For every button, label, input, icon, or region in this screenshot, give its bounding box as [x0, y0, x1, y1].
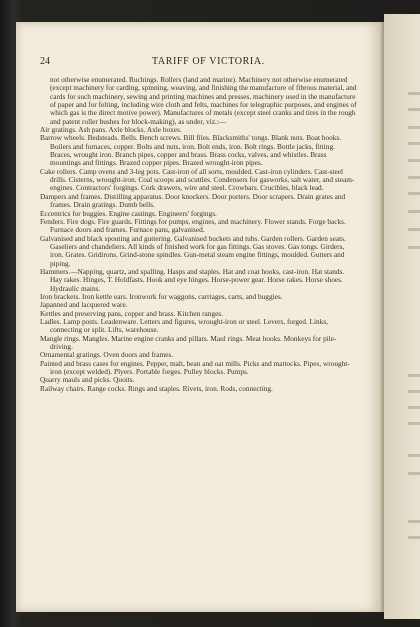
running-header: [16, 56, 380, 70]
book-page: [16, 22, 380, 612]
facing-page-edge: [384, 14, 420, 619]
tariff-entry: Galvanised and black spouting and guttering. Galvanised buckets and tubs. Garden rollers. Garden seats. Gaseliers and chandeliers. All kinds of finished work for gas fittings. Gas stoves. Gas tongs. Girders, iron. Grates. Gridirons. Grind-stone spindles. Gun-metal steam engine fittings, moulded. Gutters and piping.: [40, 233, 346, 268]
tariff-entry: Ladles. Lamp posts. Leadenware. Letters and figures, wrought-iron or steel. Levers, forged. Links, connecting or split. Lifts, warehouse.: [40, 316, 329, 335]
tariff-entry: Cake rollers. Camp ovens and 3-leg pots. Cast-iron of all sorts, moulded. Cast-iron cylinders. Cast-steel drills. Cisterns, wrought-iron. Coal scoops and scuttles. Condensers for gasworks, salt water, and steam-engines. Contractors' forgings. Cork drawers, wire and steel. Crowbars. Crucibles, black lead.: [40, 166, 355, 193]
tariff-entry: Mangle rings. Mangles. Marine engine cranks and pillars. Maul rings. Meat hooks. Monkeys for pile-driving.: [40, 333, 337, 351]
tariff-entry: Kettles and preserving pans, copper and brass. Kitchen ranges.: [40, 308, 223, 318]
tariff-entry: Hammers.—Napping, quartz, and spalling. Hasps and staples. Hat and coat hooks, cast-iron. Hat stands. Hay rakes. Hinges, T. Holdfasts. Hook and eye hinges. Horse-power gear. Horse rakes. Horse shoes. Hydraulic mains.: [40, 266, 345, 293]
tariff-entry-continuation: not otherwise enumerated. Ruchings. Rollers (land and marine). Machinery not otherwise enumerated (except machinery for carding, spinning, weaving, and finishing the manufacture of fibrous material, and cards for such machinery, sewing and printing machines and presses, machinery used in the manufacture of paper and for felting, including wire cloth and felts, machines for telegraphic purposes, and engines of which gas is the direct motive power). Manufactures of metals (except steel cranks and tires in the rough and patent roller bushes for block-making), as under, viz.:—: [50, 75, 357, 126]
tariff-entry: Japanned and lacquered ware.: [40, 300, 128, 310]
tariff-entry: Dampers and frames. Distilling apparatus. Door knockers. Door porters. Door scrapers. Drain grates and frames. Drain gratings. Dumb bells.: [40, 191, 346, 210]
tariff-text: [40, 76, 358, 393]
tariff-entry: Iron brackets. Iron kettle ears. Ironwork for waggons, carriages, carts, and buggies.: [40, 291, 283, 301]
tariff-entry: Eccentrics for buggies. Engine castings. Engineers' forgings.: [40, 208, 217, 218]
tariff-entry: Barrow wheels. Bedsteads. Bells. Bench screws. Bill files. Blacksmiths' tongs. Blank nuts. Boat hooks. Boilers and furnaces, copper. Bolts and nuts, iron. Bolt ends, iron. Bolt rings. Bottle jacks, fitting. Braces, wrought iron. Branch pipes, copper and brass. Brass cocks, valves, and whistles. Brass mountings and fittings. Brazed copper pipes. Brazed wrought-iron pipes.: [40, 133, 342, 168]
tariff-entry: Quarry mauls and picks. Quoits.: [40, 375, 135, 385]
tariff-entry: Ornamental gratings. Oven doors and frames.: [40, 350, 174, 360]
tariff-entry: Air gratings. Ash pans. Axle blocks. Axle boxes.: [40, 125, 182, 135]
tariff-entry: Railway chairs. Range cocks. Rings and staples. Rivets, iron. Rods, connecting.: [40, 383, 273, 393]
page-number: 24: [40, 56, 50, 67]
tariff-entry: Fenders. Fire dogs. Fire guards. Fittings for pumps, engines, and machinery. Flower stands. Forge backs. Furnace doors and frames. Furnace pans, galvanised.: [40, 216, 346, 235]
page-edge-shadow: [380, 22, 384, 612]
running-title: TARIFF OF VICTORIA.: [152, 56, 265, 67]
tariff-entry: Painted and brass cases for engines. Pepper, malt, bean and oat mills. Picks and mattocks. Pipes, wrought-iron (except welded). Plyers. Portable forges. Pulley blocks. Pumps.: [40, 358, 350, 377]
